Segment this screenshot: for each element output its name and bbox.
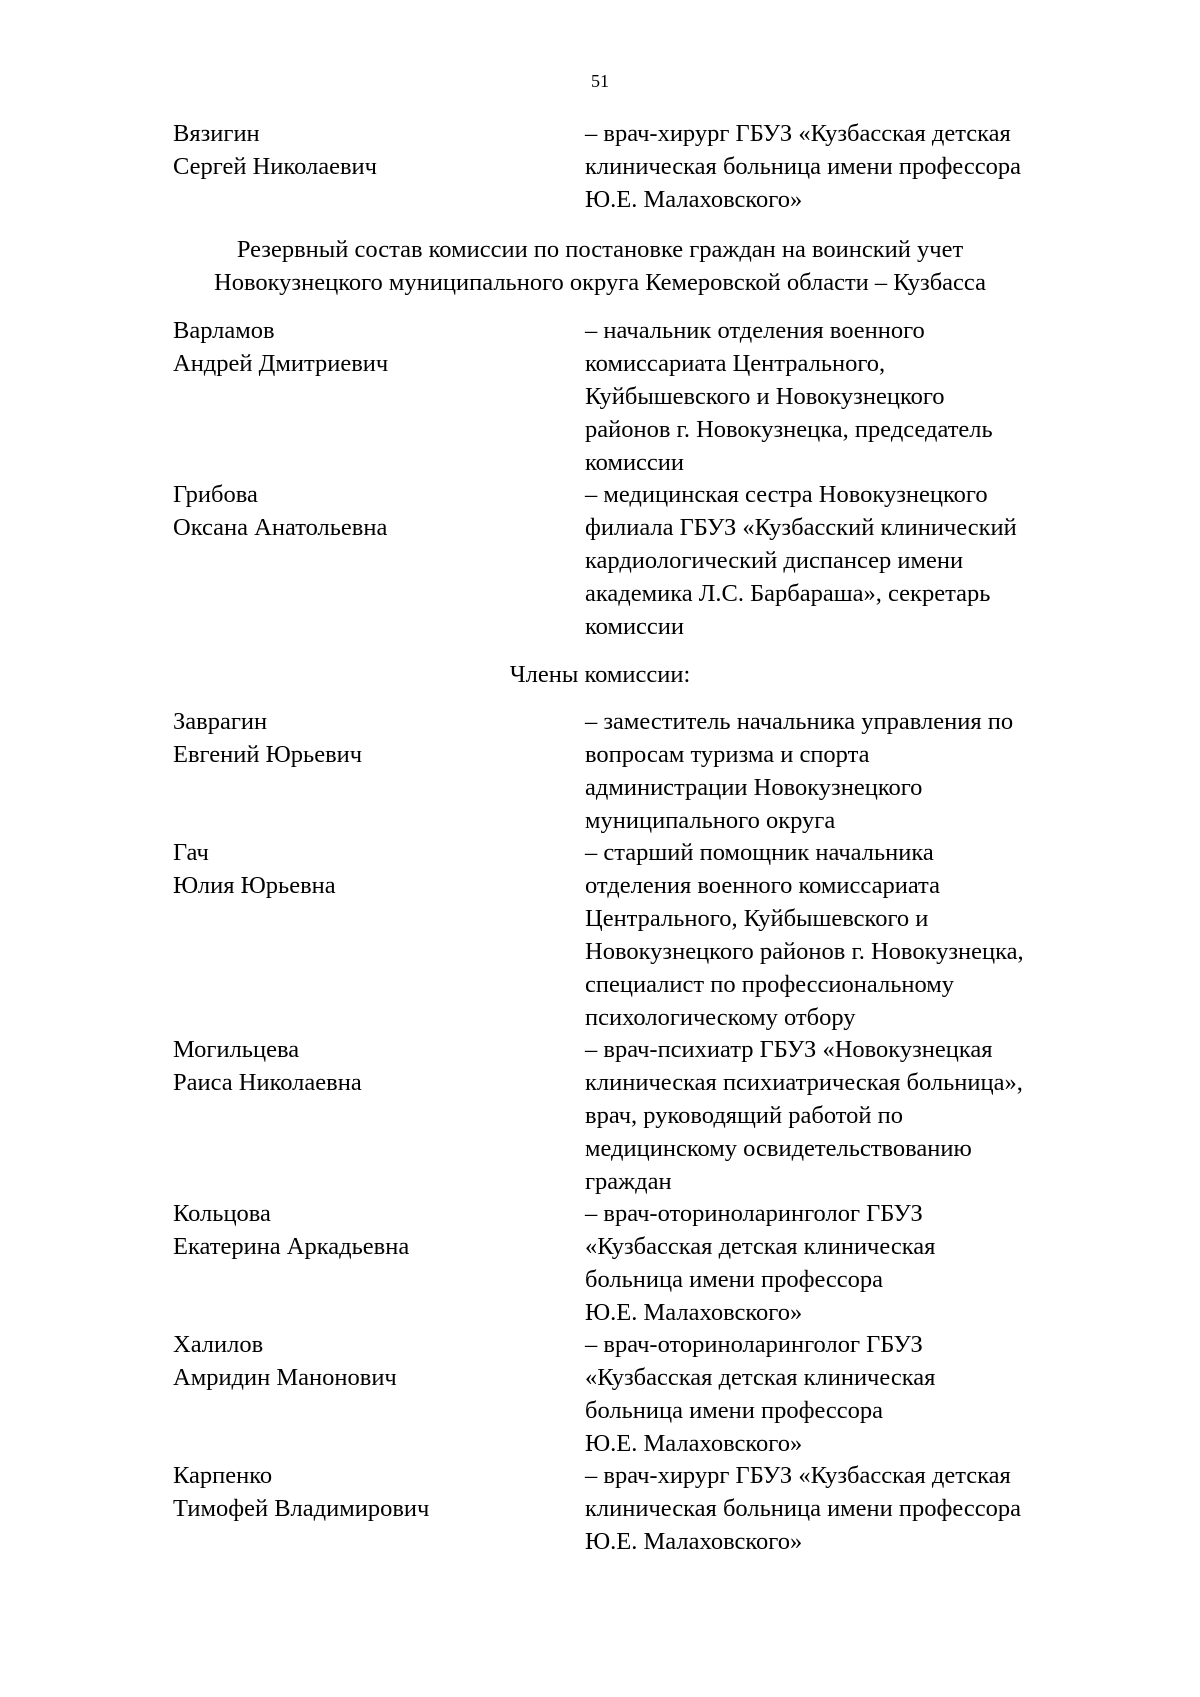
- role-line: комиссариата Центрального,: [585, 350, 886, 377]
- person-given-names: Евгений Юрьевич: [173, 741, 363, 768]
- person-role: [585, 1033, 1145, 1198]
- person-name: [173, 117, 573, 183]
- role-line: Ю.Е. Малаховского»: [585, 1430, 803, 1457]
- role-line: «Кузбасская детская клиническая: [585, 1364, 936, 1391]
- person-given-names: Оксана Анатольевна: [173, 514, 388, 541]
- role-line: «Кузбасская детская клиническая: [585, 1233, 936, 1260]
- role-line: – медицинская сестра Новокузнецкого: [585, 481, 988, 508]
- person-name: [173, 1459, 573, 1525]
- person-given-names: Тимофей Владимирович: [173, 1495, 430, 1522]
- person-surname: Кольцова: [173, 1200, 271, 1227]
- person-role: [585, 478, 1145, 643]
- role-line: комиссии: [585, 613, 685, 640]
- role-line: медицинскому освидетельствованию: [585, 1135, 972, 1162]
- role-line: – врач-оториноларинголог ГБУЗ: [585, 1200, 923, 1227]
- person-surname: Карпенко: [173, 1462, 273, 1489]
- person-surname: Гач: [173, 839, 209, 866]
- role-line: больница имени профессора: [585, 1266, 884, 1293]
- role-line: врач, руководящий работой по: [585, 1102, 904, 1129]
- role-line: вопросам туризма и спорта: [585, 741, 870, 768]
- person-name: [173, 1197, 573, 1263]
- role-line: Ю.Е. Малаховского»: [585, 1528, 803, 1555]
- role-line: Центрального, Куйбышевского и: [585, 905, 929, 932]
- person-role: [585, 1197, 1145, 1329]
- reserve-heading-line: Резервный состав комиссии по постановке граждан на воинский учет: [236, 236, 964, 263]
- person-given-names: Андрей Дмитриевич: [173, 350, 389, 377]
- members-heading-text: Члены комиссии:: [509, 661, 691, 688]
- person-name: [173, 836, 573, 902]
- role-line: – врач-психиатр ГБУЗ «Новокузнецкая: [585, 1036, 993, 1063]
- person-surname: Варламов: [173, 317, 275, 344]
- person-surname: Халилов: [173, 1331, 264, 1358]
- role-line: клиническая психиатрическая больница»,: [585, 1069, 1023, 1096]
- reserve-section-heading: [0, 233, 1200, 299]
- role-line: психологическому отбору: [585, 1004, 856, 1031]
- role-line: клиническая больница имени профессора: [585, 1495, 1021, 1522]
- role-line: – врач-хирург ГБУЗ «Кузбасская детская: [585, 1462, 1011, 1489]
- person-surname: Вязигин: [173, 120, 260, 147]
- role-line: Куйбышевского и Новокузнецкого: [585, 383, 945, 410]
- role-line: муниципального округа: [585, 807, 836, 834]
- person-role: [585, 1459, 1145, 1558]
- role-line: академика Л.С. Барбараша», секретарь: [585, 580, 991, 607]
- reserve-heading-line: Новокузнецкого муниципального округа Кемеровской области – Кузбасса: [214, 269, 986, 296]
- role-line: филиала ГБУЗ «Кузбасский клинический: [585, 514, 1017, 541]
- person-surname: Могильцева: [173, 1036, 300, 1063]
- role-line: – начальник отделения военного: [585, 317, 925, 344]
- role-line: – врач-хирург ГБУЗ «Кузбасская детская: [585, 120, 1011, 147]
- person-given-names: Екатерина Аркадьевна: [173, 1233, 410, 1260]
- person-given-names: Амридин Манонович: [173, 1364, 397, 1391]
- person-given-names: Юлия Юрьевна: [173, 872, 336, 899]
- role-line: больница имени профессора: [585, 1397, 884, 1424]
- role-line: Ю.Е. Малаховского»: [585, 1299, 803, 1326]
- person-name: [173, 705, 573, 771]
- person-role: [585, 1328, 1145, 1460]
- person-role: [585, 705, 1145, 837]
- person-name: [173, 1033, 573, 1099]
- role-line: Ю.Е. Малаховского»: [585, 186, 803, 213]
- role-line: администрации Новокузнецкого: [585, 774, 923, 801]
- person-role: [585, 117, 1145, 216]
- members-section-heading: [0, 658, 1200, 691]
- person-surname: Грибова: [173, 481, 258, 508]
- role-line: районов г. Новокузнецка, председатель: [585, 416, 993, 443]
- role-line: специалист по профессиональному: [585, 971, 955, 998]
- role-line: – заместитель начальника управления по: [585, 708, 1014, 735]
- person-role: [585, 836, 1145, 1034]
- person-name: [173, 1328, 573, 1394]
- role-line: – врач-оториноларинголог ГБУЗ: [585, 1331, 923, 1358]
- person-name: [173, 478, 573, 544]
- person-role: [585, 314, 1145, 479]
- role-line: Новокузнецкого районов г. Новокузнецка,: [585, 938, 1024, 965]
- person-surname: Завраги​н: [173, 708, 268, 735]
- role-line: отделения военного комиссариата: [585, 872, 940, 899]
- page-number: 51: [591, 71, 609, 91]
- role-line: кардиологический диспансер имени: [585, 547, 964, 574]
- role-line: – старший помощник начальника: [585, 839, 934, 866]
- role-line: клиническая больница имени профессора: [585, 153, 1021, 180]
- role-line: граждан: [585, 1168, 672, 1195]
- person-given-names: Сергей Николаевич: [173, 153, 377, 180]
- role-line: комиссии: [585, 449, 685, 476]
- person-name: [173, 314, 573, 380]
- person-given-names: Раиса Николаевна: [173, 1069, 362, 1096]
